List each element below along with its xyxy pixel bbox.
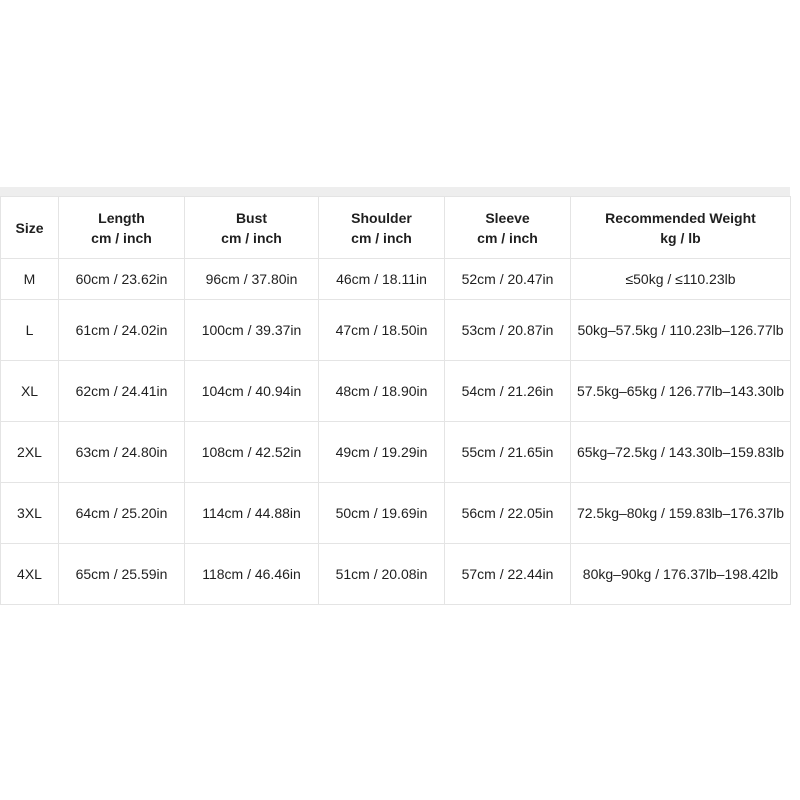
cell-size: 4XL [1, 544, 59, 605]
cell-bust: 100cm / 39.37in [185, 300, 319, 361]
cell-size: XL [1, 361, 59, 422]
cell-size: 3XL [1, 483, 59, 544]
cell-sleeve: 55cm / 21.65in [445, 422, 571, 483]
cell-weight: 65kg–72.5kg / 143.30lb–159.83lb [571, 422, 791, 483]
cell-weight: 50kg–57.5kg / 110.23lb–126.77lb [571, 300, 791, 361]
cell-length: 65cm / 25.59in [59, 544, 185, 605]
table-row [1, 361, 791, 422]
table-row [1, 422, 791, 483]
cell-length: 61cm / 24.02in [59, 300, 185, 361]
cell-shoulder: 48cm / 18.90in [319, 361, 445, 422]
cell-bust: 108cm / 42.52in [185, 422, 319, 483]
header-size [1, 197, 59, 259]
cell-size: M [1, 259, 59, 300]
cell-weight: 57.5kg–65kg / 126.77lb–143.30lb [571, 361, 791, 422]
header-bust-label: Bust [235, 209, 268, 226]
cell-bust: 118cm / 46.46in [185, 544, 319, 605]
cell-length: 60cm / 23.62in [59, 259, 185, 300]
cell-length: 62cm / 24.41in [59, 361, 185, 422]
header-weight [571, 197, 791, 259]
cell-length: 63cm / 24.80in [59, 422, 185, 483]
header-shoulder-unit: cm / inch [351, 229, 412, 246]
cell-sleeve: 54cm / 21.26in [445, 361, 571, 422]
header-weight-label: Recommended Weight [605, 209, 756, 226]
table-row [1, 300, 791, 361]
size-chart-container [0, 187, 790, 605]
cell-shoulder: 49cm / 19.29in [319, 422, 445, 483]
header-bust [185, 197, 319, 259]
cell-bust: 114cm / 44.88in [185, 483, 319, 544]
header-sleeve-label: Sleeve [485, 209, 530, 226]
cell-bust: 96cm / 37.80in [185, 259, 319, 300]
header-shoulder-label: Shoulder [351, 209, 412, 226]
header-shoulder [319, 197, 445, 259]
cell-size: L [1, 300, 59, 361]
cell-weight: 80kg–90kg / 176.37lb–198.42lb [571, 544, 791, 605]
header-bust-unit: cm / inch [221, 229, 282, 246]
size-chart-table [0, 196, 791, 605]
cell-sleeve: 57cm / 22.44in [445, 544, 571, 605]
table-row [1, 544, 791, 605]
cell-sleeve: 52cm / 20.47in [445, 259, 571, 300]
cell-shoulder: 47cm / 18.50in [319, 300, 445, 361]
cell-weight: ≤50kg / ≤110.23lb [571, 259, 791, 300]
cell-shoulder: 51cm / 20.08in [319, 544, 445, 605]
header-size-label: Size [15, 219, 44, 236]
cell-sleeve: 56cm / 22.05in [445, 483, 571, 544]
cell-size: 2XL [1, 422, 59, 483]
header-length [59, 197, 185, 259]
cell-shoulder: 46cm / 18.11in [319, 259, 445, 300]
table-row [1, 483, 791, 544]
header-sleeve [445, 197, 571, 259]
header-row [1, 197, 791, 259]
header-length-unit: cm / inch [91, 229, 152, 246]
header-sleeve-unit: cm / inch [477, 229, 538, 246]
cell-shoulder: 50cm / 19.69in [319, 483, 445, 544]
cell-bust: 104cm / 40.94in [185, 361, 319, 422]
cell-weight: 72.5kg–80kg / 159.83lb–176.37lb [571, 483, 791, 544]
cell-length: 64cm / 25.20in [59, 483, 185, 544]
cell-sleeve: 53cm / 20.87in [445, 300, 571, 361]
header-weight-unit: kg / lb [660, 229, 701, 246]
header-length-label: Length [98, 209, 145, 226]
table-row [1, 259, 791, 300]
